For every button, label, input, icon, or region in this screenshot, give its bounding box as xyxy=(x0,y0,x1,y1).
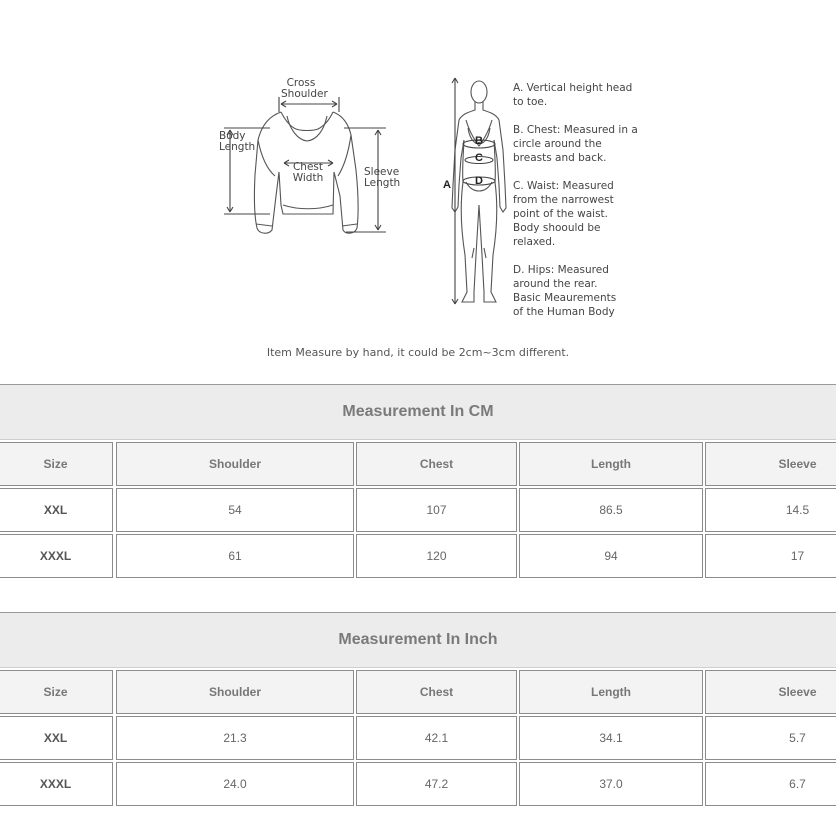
header-size: Size xyxy=(0,670,113,714)
measure-caption: Item Measure by hand, it could be 2cm~3cm different. xyxy=(266,346,570,359)
table-row-size: XXXL xyxy=(0,534,113,578)
body-letter-c: C xyxy=(475,152,483,164)
table-cell: 94 xyxy=(519,534,703,578)
table-cell: 120 xyxy=(356,534,517,578)
body-letter-a: A xyxy=(443,179,451,191)
header-sleeve: Sleeve xyxy=(705,670,836,714)
header-shoulder: Shoulder xyxy=(116,442,354,486)
note-c: C. Waist: Measured from the narrowest point of the waist. Body shoould be relaxed. xyxy=(513,180,614,248)
measurement-diagram xyxy=(0,0,836,380)
body-letter-d: D xyxy=(475,175,483,187)
table-row-size: XXL xyxy=(0,488,113,532)
table-cell: 21.3 xyxy=(116,716,354,760)
table-cell: 17 xyxy=(705,534,836,578)
body-figure xyxy=(452,81,506,302)
table-cell: 54 xyxy=(116,488,354,532)
inch-size-table xyxy=(0,612,836,808)
header-chest: Chest xyxy=(356,442,517,486)
table-row-size: XXL xyxy=(0,716,113,760)
note-d: D. Hips: Measured around the rear. Basic Meaurements of the Human Body xyxy=(513,264,617,318)
table-row-size: XXXL xyxy=(0,762,113,806)
measurement-illustration xyxy=(0,0,836,380)
table-cell: 24.0 xyxy=(116,762,354,806)
cross-shoulder-label: Cross Shoulder xyxy=(281,77,328,100)
table-cell: 42.1 xyxy=(356,716,517,760)
header-size: Size xyxy=(0,442,113,486)
table-cell: 107 xyxy=(356,488,517,532)
table-cell: 5.7 xyxy=(705,716,836,760)
table-cell: 47.2 xyxy=(356,762,517,806)
note-a: A. Vertical height head to toe. xyxy=(513,82,633,108)
table-cell: 6.7 xyxy=(705,762,836,806)
table-cell: 86.5 xyxy=(519,488,703,532)
table-cell: 61 xyxy=(116,534,354,578)
cm-size-table xyxy=(0,384,836,580)
cm-table-title: Measurement In CM xyxy=(0,384,836,440)
table-cell: 14.5 xyxy=(705,488,836,532)
table-cell: 37.0 xyxy=(519,762,703,806)
header-length: Length xyxy=(519,442,703,486)
header-shoulder: Shoulder xyxy=(116,670,354,714)
note-b: B. Chest: Measured in a circle around the breasts and back. xyxy=(513,124,638,164)
body-length-label: Body Length xyxy=(219,130,256,153)
table-cell: 34.1 xyxy=(519,716,703,760)
header-length: Length xyxy=(519,670,703,714)
header-sleeve: Sleeve xyxy=(705,442,836,486)
header-chest: Chest xyxy=(356,670,517,714)
chest-width-label: Chest Width xyxy=(292,161,324,184)
sleeve-length-label: Sleeve Length xyxy=(364,166,401,189)
body-letter-b: B xyxy=(475,135,483,147)
inch-table-title: Measurement In Inch xyxy=(0,612,836,668)
